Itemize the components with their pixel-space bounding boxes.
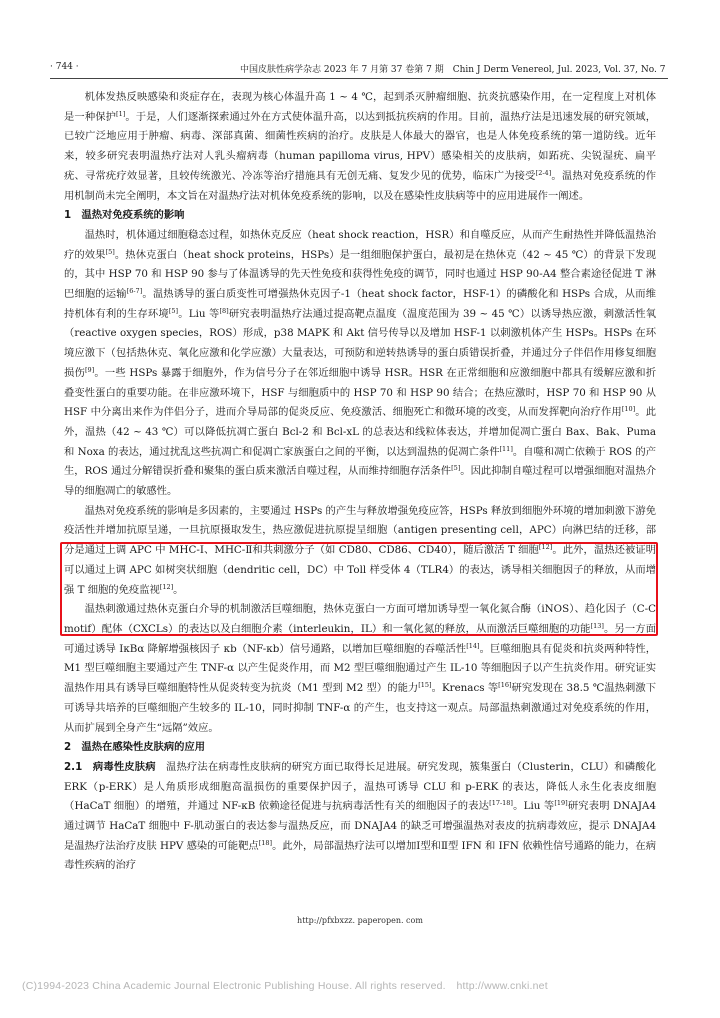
section-1-paragraph-1: 温热时，机体通过细胞稳态过程，如热休克反应（heat shock reaction，HSR）和自噬反应，从而产生耐热性并降低温热治疗的效果[5]。热休克蛋白（heat shock proteins，HSPs）是一组细胞保护蛋白，最初是在热休克（42 ~ 45 ℃）的背景下发现的，其中 HSP 70 和 HSP 90 参与了体温诱导的先天性免疫和获得性免疫的调节，同时也通过 HSP 90-A4 整合素途径促进 T 淋巴细胞的运输[6-7]。温热诱导的蛋白质变性可增强热休克因子-1（heat shock factor，HSF-1）的磷酸化和 HSPs 合成，从而维持机体有利的生存环境[5]。Liu 等[8]研究表明温热疗法通过提高靶点温度（温度范围为 39 ~ 45 ℃）以诱导热应激，刺激活性氧（reactive oxygen species，ROS）形成，p38 MAPK 和 Akt 信号传导以及增加 HSF-1 以刺激机体产生 HSPs。HSPs 在环境应激下（包括热休克、氧化应激和化学应激）大量表达，可预防和逆转热诱导的蛋白质错误折叠，并通过分子伴侣作用修复细胞损伤[9]。一些 HSPs 暴露于细胞外，作为信号分子在邻近细胞中诱导 HSR。HSR 在正常细胞和应激细胞中都具有缓解应激和折叠变性蛋白的重要功能。在非应激环境下，HSF 与细胞质中的 HSP 70 和 HSP 90 结合；在热应激时，HSP 70 和 HSP 90 从 HSF 中分离出来作为伴侣分子，进而介导局部的促炎反应、免疫激活、细胞死亡和微环境的改变，从而发挥靶向治疗作用[10]。此外，温热（42 ~ 43 ℃）可以降低抗凋亡蛋白 Bcl-2 和 Bcl-xL 的总表达和线粒体表达，并增加促凋亡蛋白 Bax、Bak、Puma 和 Noxa 的表达，通过扰乱这些抗凋亡和促凋亡家族蛋白之间的平衡，以达到温热的促凋亡条件[11]。自噬和凋亡依赖于 ROS 的产生，ROS 通过分解错误折叠和聚集的蛋白质来激活自噬过程，从而维持细胞存活条件[5]。因此抑制自噬过程可以增强细胞对温热介导的细胞凋亡的敏感性。 [64,228,657,498]
citation-marker: [17-18] [489,799,513,808]
subsection-2-1-text: 温热疗法在病毒性皮肤病的研究方面已取得长足进展。研究发现，簇集蛋白（Clusterin，CLU）和磷酸化 ERK（p-ERK）是人角质形成细胞高温损伤的重要保护因子，温热可诱导 CLU 和 p-ERK 的表达，降低人永生化表皮细胞（HaCaT 细胞）的增殖，并通过 NF-κB 依赖途径促进与抗病毒活性有关的细胞因子的表达[17-18]。Liu 等[19]研究表明 DNAJA4 通过调节 HaCaT 细胞中 F-肌动蛋白的表达参与温热反应，而 DNAJA4 的缺乏可增强温热对表皮的抗病毒效应，提示 DNAJA4 是温热疗法治疗皮肤 HPV 感染的可能靶点[18]。此外，局部温热疗法可以增加Ⅰ型和Ⅱ型 IFN 和 IFN 依赖性信号通路的能力，在病毒性疾病的治疗 [64,760,657,872]
citation-marker: [15] [418,681,432,690]
citation-marker: [11] [499,444,513,453]
citation-marker: [9] [85,365,95,374]
section-1-heading: 1 温热对免疫系统的影响 [64,209,185,222]
citation-marker: [14] [466,641,480,650]
article-body [64,88,656,876]
cnki-watermark: (C)1994-2023 China Academic Journal Electronic Publishing House. All rights reserved. http://www.cnki.net [22,980,548,992]
journal-citation: 中国皮肤性病学杂志 2023 年 7 月第 37 卷第 7 期 Chin J Derm Venereol, Jul. 2023, Vol. 37, No. 7 [240,65,666,75]
page-number: · 744 · [50,62,79,72]
citation-marker: [2-4] [535,168,552,177]
intro-paragraph: 机体发热反映感染和炎症存在，表现为核心体温升高 1 ~ 4 ℃，起到杀灭肿瘤细胞、抗炎抗感染作用，在一定程度上对机体是一种保护[1]。于是，人们逐渐探索通过外在方式使体温升高，以达到抵抗疾病的作用。目前，温热疗法是迅速发展的研究领域，已较广泛地应用于肿瘤、病毒、深部真菌、细菌性疾病的治疗。皮肤是人体最大的器官，也是人体免疫系统的第一道防线。近年来，较多研究表明温热疗法对人乳头瘤病毒（human papilloma virus, HPV）感染相关的皮肤病，如跖疣、尖锐湿疣、扁平疣、寻常疣疗效显著，且较传统激光、冷冻等治疗措施具有无创无痛、复发少见的优势，临床广为接受[2-4]。温热对免疫系统的作用机制尚未完全阐明，本文旨在对温热疗法对机体免疫系统的影响，以及在感染性皮肤病等中的应用进展作一阐述。 [64,91,657,202]
subsection-2-1-paragraph [64,758,656,876]
citation-marker: [10] [621,405,636,414]
section-2-heading: 2 温热在感染性皮肤病的应用 [64,741,206,754]
citation-marker: [1] [116,109,126,118]
citation-marker: [16] [498,681,512,690]
header-rule [50,78,668,79]
citation-marker: [5] [168,306,179,315]
section-1-paragraph-3: 温热刺激通过热休克蛋白介导的机制激活巨噬细胞，热休克蛋白一方面可增加诱导型一氧化氮合酶（iNOS）、趋化因子（C-C motif）配体（CXCLs）的表达以及白细胞介素（interleukin，IL）和一氧化氮的释放，从而激活巨噬细胞的功能[13]。另一方面可通过诱导 IκBα 降解增强核因子 κb（NF-κb）信号通路，以增加巨噬细胞的吞噬活性[14]。巨噬细胞具有促炎和抗炎两种特性，M1 型巨噬细胞主要通过产生 TNF-α 以产生促炎作用，而 M2 型巨噬细胞通过产生 IL-10 等细胞因子以产生抗炎作用。研究证实温热作用具有诱导巨噬细胞特性从促炎转变为抗炎（M1 型到 M2 型）的能力[15]。Krenacs 等[16]研究发现在 38.5 ℃温热刺激下可诱导共培养的巨噬细胞产生较多的 IL-10，同时抑制 TNF-α 的产生，也支持这一观点。局部温热刺激通过对免疫系统的作用，从而扩展到全身产生“远隔”效应。 [64,603,657,734]
citation-marker: [19] [554,799,568,808]
citation-marker: [13] [590,621,604,630]
citation-marker: [8] [219,306,229,315]
citation-marker: [5] [451,464,461,473]
subsection-2-1-label: 2.1 病毒性皮肤病 [64,760,156,773]
citation-marker: [12] [538,543,553,552]
citation-marker: [18] [258,838,273,847]
citation-marker: [6-7] [126,287,143,296]
citation-marker: [12] [159,582,174,591]
section-1-paragraph-2: 温热对免疫系统的影响是多因素的，主要通过 HSPs 的产生与释放增强免疫应答，HSPs 释放到细胞外环境的增加刺激下游免疫活性并增加抗原呈递，一旦抗原摄取发生，热应激促进抗原提呈细胞（antigen presenting cell，APC）向淋巴结的迁移，部分是通过上调 APC 中 MHC-Ⅰ、MHC-Ⅱ和共刺激分子（如 CD80、CD86、CD40），随后激活 T 细胞[12]。此外，温热还被证明可以通过上调 APC 如树突状细胞（dendritic cell，DC）中 Toll 样受体 4（TLR4）的表达，诱导相关细胞因子的释放，从而增强 T 细胞的免疫监视[12]。 [64,504,656,596]
journal-url: http://pfxbxzz. paperopen. com [297,916,423,925]
citation-marker: [5] [105,247,115,256]
